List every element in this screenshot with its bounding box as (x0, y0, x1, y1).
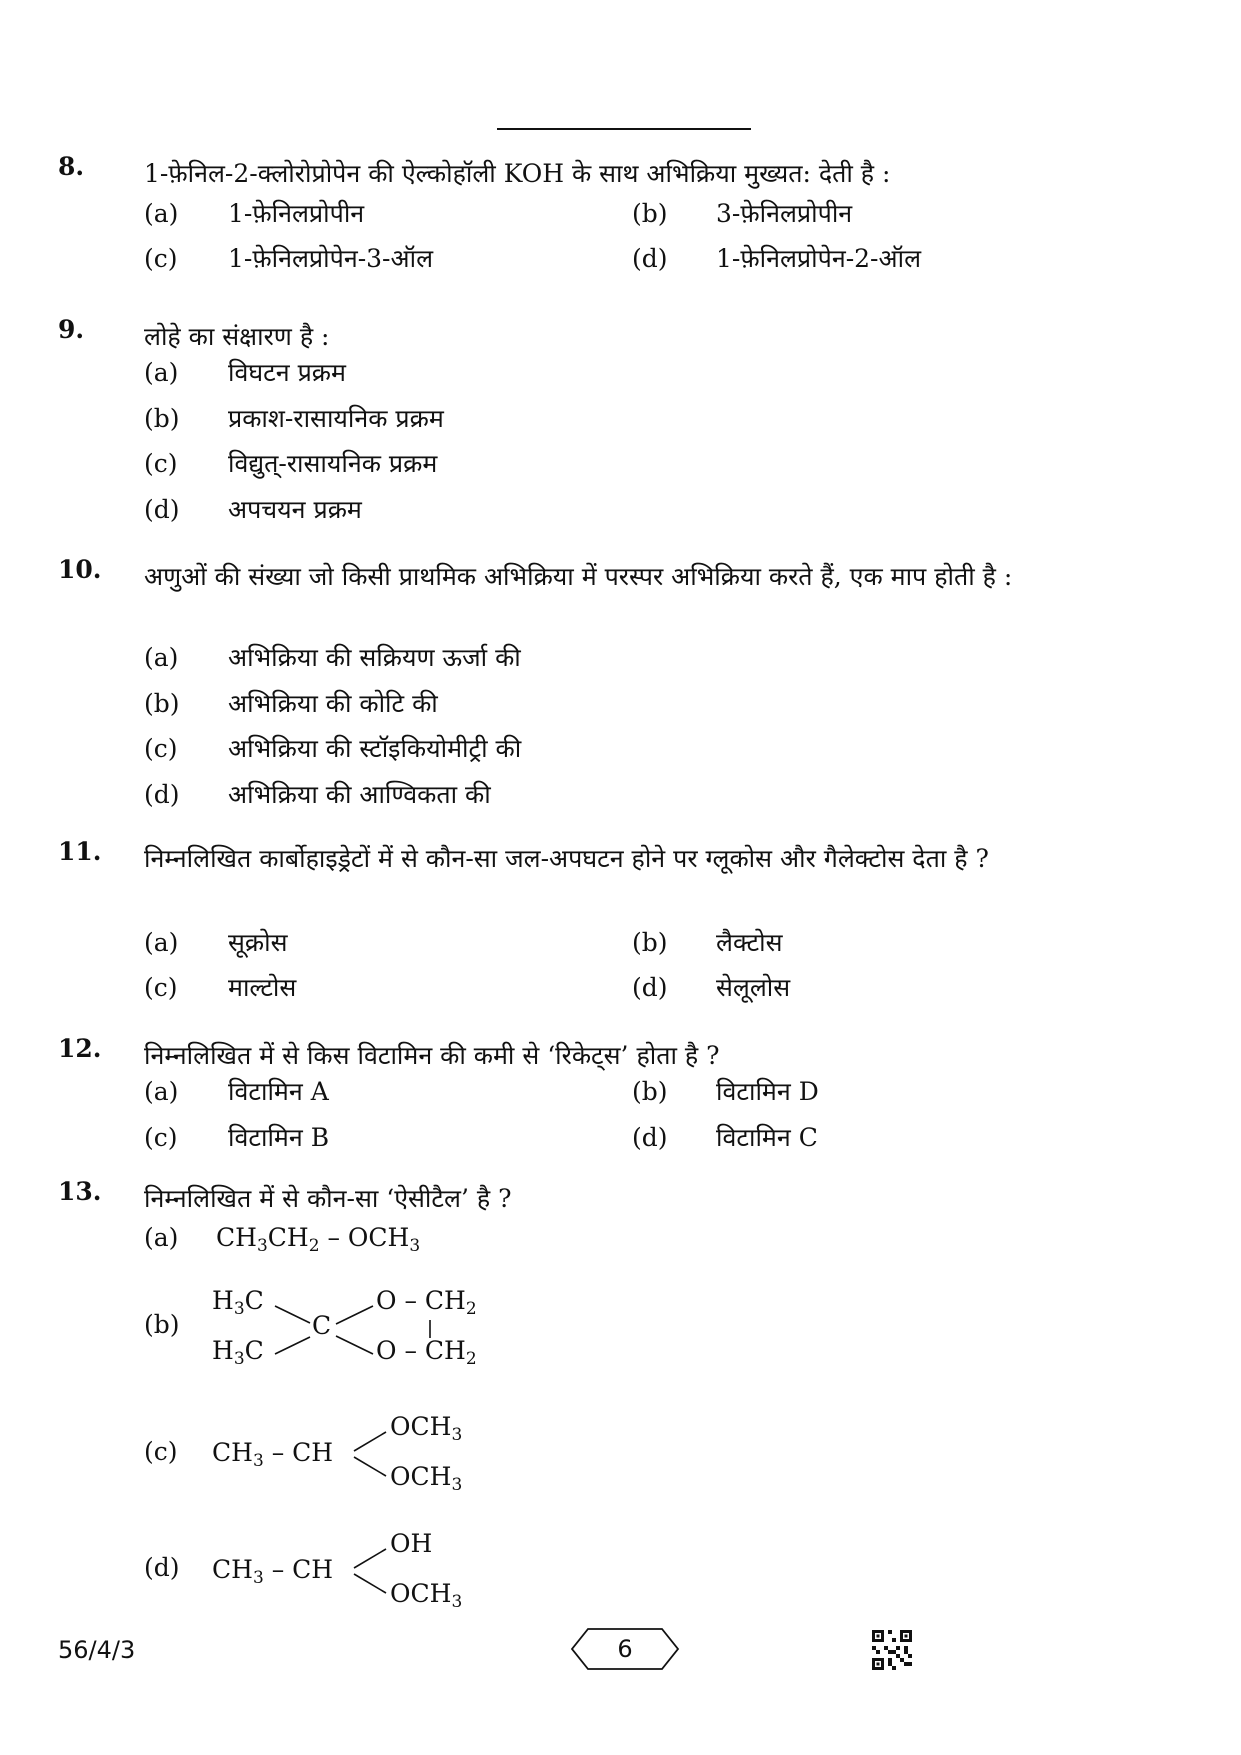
question-number: 10. (58, 555, 102, 584)
page-number: 6 (617, 1635, 633, 1663)
formula-d-bonds (350, 1542, 390, 1602)
option-text: विटामिन A (228, 1077, 329, 1106)
formula-b-h3c-bottom: $H_3C$ (212, 1336, 264, 1369)
option-text: विद्युत्-रासायनिक प्रक्रम (228, 449, 438, 478)
question-text: निम्नलिखित में से किस विटामिन की कमी से ‘रिकेट्स’ होता है ? (144, 1041, 720, 1070)
option-c (144, 1437, 178, 1466)
question-text: अणुओं की संख्या जो किसी प्राथमिक अभिक्रिया में परस्पर अभिक्रिया करते हैं, एक माप होती है : (144, 562, 1013, 591)
top-rule (497, 128, 751, 130)
option-label: (c) (144, 734, 178, 763)
option-c (144, 446, 437, 480)
formula-a: $CH_3CH_2 - OCH_3$ (216, 1223, 421, 1256)
option-label: (b) (632, 199, 668, 228)
formula-d-och3: $OCH_3$ (390, 1579, 463, 1612)
question-text: निम्नलिखित कार्बोहाइड्रेटों में से कौन-सा जल-अपघटन होने पर ग्लूकोस और गैलेक्टोस देता है ? (144, 844, 989, 873)
option-a (144, 925, 287, 959)
option-text: विटामिन D (716, 1077, 819, 1106)
question-number: 12. (58, 1034, 102, 1063)
question-text: 1-फ़ेनिल-2-क्लोरोप्रोपेन की ऐल्कोहॉली KOH के साथ अभिक्रिया मुख्यत: देती है : (144, 159, 891, 188)
question-text: लोहे का संक्षारण है : (144, 322, 330, 351)
option-text: अभिक्रिया की सक्रियण ऊर्जा की (228, 643, 521, 672)
option-label: (d) (632, 973, 668, 1002)
option-text: विटामिन C (716, 1123, 818, 1152)
option-a (144, 196, 364, 230)
option-text: विटामिन B (228, 1123, 330, 1152)
formula-c-bonds (350, 1425, 390, 1485)
option-text: प्रकाश-रासायनिक प्रक्रम (228, 404, 444, 433)
qr-code-icon (872, 1630, 912, 1670)
option-label: (d) (632, 1123, 668, 1152)
formula-c-main: $CH_3$ – CH (212, 1438, 334, 1471)
option-text: अभिक्रिया की आण्विकता की (228, 780, 491, 809)
option-label: (c) (144, 1437, 178, 1466)
formula-c-och3-bottom: $OCH_3$ (390, 1462, 463, 1495)
formula-b-och2-bottom: O – $CH_2$ (376, 1336, 477, 1369)
option-c (144, 731, 521, 765)
option-c (144, 241, 433, 275)
formula-b-h3c-top: $H_3C$ (212, 1286, 264, 1319)
option-b (632, 1074, 819, 1108)
question-number: 8. (58, 152, 85, 181)
option-text: अपचयन प्रक्रम (228, 495, 362, 524)
option-b (144, 686, 438, 720)
option-text: अभिक्रिया की कोटि की (228, 689, 438, 718)
formula-b-bonds (270, 1300, 430, 1360)
option-label: (a) (144, 1077, 179, 1106)
option-text: सेलूलोस (716, 973, 791, 1002)
option-text: 1-फ़ेनिलप्रोपेन-3-ऑल (228, 244, 434, 273)
option-label: (b) (144, 1310, 180, 1339)
option-a (144, 1074, 329, 1108)
option-label: (c) (144, 973, 178, 1002)
option-text: 1-फ़ेनिलप्रोपेन-2-ऑल (716, 244, 922, 273)
option-label: (b) (144, 689, 180, 718)
option-a (144, 1223, 178, 1252)
option-label: (c) (144, 244, 178, 273)
page-number-badge (570, 1627, 680, 1671)
formula-b-och2-top: O – $CH_2$ (376, 1286, 477, 1319)
option-label: (a) (144, 928, 179, 957)
formula-d-oh: OH (390, 1529, 433, 1558)
option-label: (b) (144, 404, 180, 433)
option-b (632, 925, 783, 959)
option-b (144, 1310, 180, 1339)
question-number: 11. (58, 837, 102, 866)
option-label: (a) (144, 358, 179, 387)
option-label: (b) (632, 1077, 668, 1106)
option-label: (d) (632, 244, 668, 273)
question-text: निम्नलिखित में से कौन-सा ‘ऐसीटैल’ है ? (144, 1184, 512, 1213)
option-label: (a) (144, 643, 179, 672)
option-d (144, 492, 362, 526)
option-d (632, 1120, 818, 1154)
formula-b-carbon: C (312, 1311, 332, 1340)
question-number: 13. (58, 1177, 102, 1206)
option-text: विघटन प्रक्रम (228, 358, 346, 387)
option-text: अभिक्रिया की स्टॉइकियोमीट्री की (228, 734, 522, 763)
option-d (144, 1553, 180, 1582)
option-label: (a) (144, 1223, 179, 1252)
option-text: सूक्रोस (228, 928, 288, 957)
option-label: (b) (632, 928, 668, 957)
paper-code: 56/4/3 (58, 1636, 136, 1664)
option-b (632, 196, 852, 230)
formula-c-och3-top: $OCH_3$ (390, 1412, 463, 1445)
option-label: (d) (144, 780, 180, 809)
option-text: 3-फ़ेनिलप्रोपीन (716, 199, 853, 228)
option-d (144, 777, 491, 811)
formula-d-main: $CH_3$ – CH (212, 1555, 334, 1588)
question-number: 9. (58, 315, 85, 344)
option-a (144, 355, 346, 389)
option-b (144, 401, 444, 435)
option-d (632, 970, 790, 1004)
option-a (144, 640, 521, 674)
option-c (144, 1120, 329, 1154)
option-c (144, 970, 296, 1004)
option-d (632, 241, 921, 275)
option-label: (d) (144, 1553, 180, 1582)
option-text: लैक्टोस (716, 928, 783, 957)
option-label: (c) (144, 1123, 178, 1152)
option-label: (a) (144, 199, 179, 228)
option-label: (c) (144, 449, 178, 478)
option-text: माल्टोस (228, 973, 297, 1002)
option-text: 1-फ़ेनिलप्रोपीन (228, 199, 365, 228)
option-label: (d) (144, 495, 180, 524)
